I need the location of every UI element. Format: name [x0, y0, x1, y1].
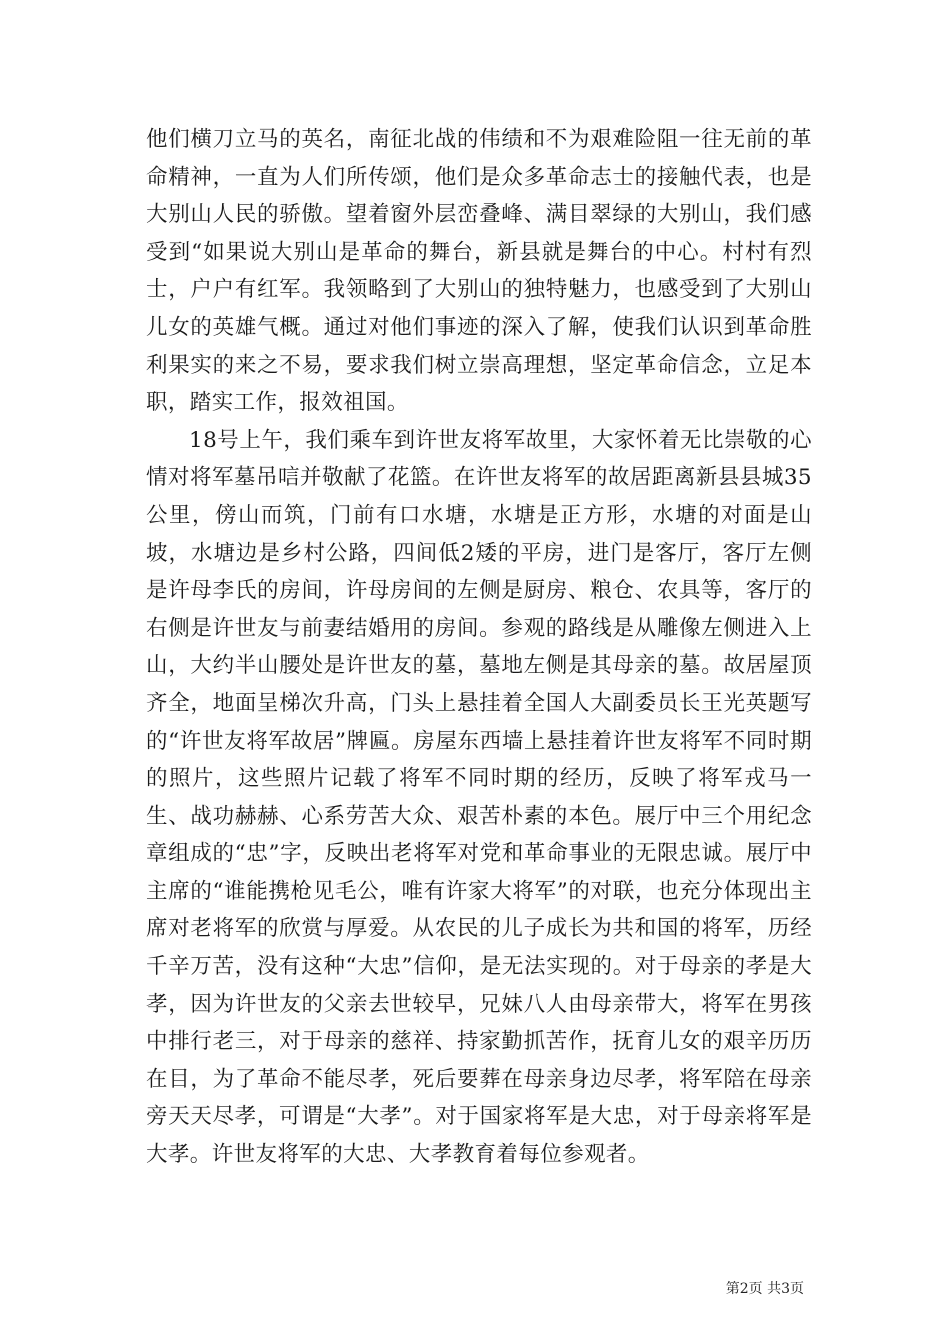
- page-number-footer: 第2页 共3页: [725, 1281, 804, 1297]
- document-body: [146, 121, 812, 1174]
- paragraph-2: 18号上午，我们乘车到许世友将军故里，大家怀着无比崇敬的心情对将军墓吊唁并敬献了花篮。在许世友将军的故居距离新县县城35公里，傍山而筑，门前有口水塘，水塘是正方形，水塘的对面是山坡，水塘边是乡村公路，四间低2矮的平房，进门是客厅，客厅左侧是许母李氏的房间，许母房间的左侧是厨房、粮仓、农具等，客厅的右侧是许世友与前妻结婚用的房间。参观的路线是从雕像左侧进入上山，大约半山腰处是许世友的墓，墓地左侧是其母亲的墓。故居屋顶齐全，地面呈梯次升高，门头上悬挂着全国人大副委员长王光英题写的“许世友将军故居”牌匾。房屋东西墙上悬挂着许世友将军不同时期的照片，这些照片记载了将军不同时期的经历，反映了将军戎马一生、战功赫赫、心系劳苦大众、艰苦朴素的本色。展厅中三个用纪念章组成的“忠”字，反映出老将军对党和革命事业的无限忠诚。展厅中主席的“谁能携枪见毛公，唯有许家大将军”的对联，也充分体现出主席对老将军的欣赏与厚爱。从农民的儿子成长为共和国的将军，历经千辛万苦，没有这种“大忠”信仰，是无法实现的。对于母亲的孝是大孝，因为许世友的父亲去世较早，兄妹八人由母亲带大，将军在男孩中排行老三，对于母亲的慈祥、持家勤抓苦作，抚育儿女的艰辛历历在目，为了革命不能尽孝，死后要葬在母亲身边尽孝，将军陪在母亲旁天天尽孝，可谓是“大孝”。对于国家将军是大忠，对于母亲将军是大孝。许世友将军的大忠、大孝教育着每位参观者。: [146, 427, 812, 1168]
- paragraph-1: 他们横刀立马的英名，南征北战的伟绩和不为艰难险阻一往无前的革命精神，一直为人们所传颂，他们是众多革命志士的接触代表，也是大别山人民的骄傲。望着窗外层峦叠峰、满目翠绿的大别山，我们感受到“如果说大别山是革命的舞台，新县就是舞台的中心。村村有烈士，户户有红军。我领略到了大别山的独特魅力，也感受到了大别山儿女的英雄气概。通过对他们事迹的深入了解，使我们认识到革命胜利果实的来之不易，要求我们树立崇高理想，坚定革命信念，立足本职，踏实工作，报效祖国。: [146, 127, 812, 416]
